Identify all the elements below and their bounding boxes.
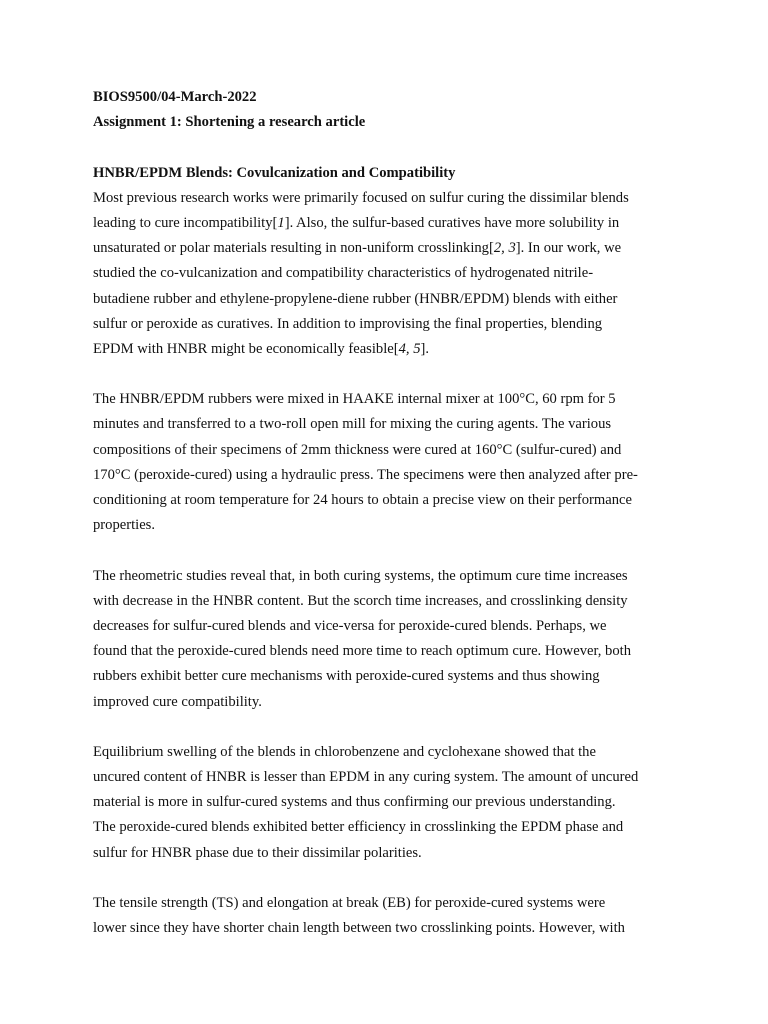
citation-ref: 2, 3 bbox=[493, 240, 516, 257]
spacer bbox=[93, 866, 673, 891]
paragraph-line: sulfur or peroxide as curatives. In addition to improvising the final properties, blending bbox=[93, 315, 603, 332]
paragraph-3 bbox=[93, 564, 673, 715]
paragraph-line: The tensile strength (TS) and elongation at break (EB) for peroxide-cured systems were bbox=[93, 895, 606, 911]
text-run: ]. Also, the sulfur-based curatives have more solubility in bbox=[284, 214, 620, 231]
article-title: HNBR/EPDM Blends: Covulcanization and Compatibility bbox=[93, 164, 456, 181]
paragraph-line: conditioning at room temperature for 24 hours to obtain a precise view on their performance bbox=[93, 492, 632, 508]
text-run: ]. bbox=[420, 340, 430, 357]
course-date-heading: BIOS9500/04-March-2022 bbox=[93, 89, 257, 105]
citation-ref: 4, 5 bbox=[398, 340, 421, 357]
assignment-heading: Assignment 1: Shortening a research article bbox=[93, 114, 366, 131]
paragraph-line: improved cure compatibility. bbox=[93, 693, 262, 710]
paragraph-line: decreases for sulfur-cured blends and vice-versa for peroxide-cured blends. Perhaps, we bbox=[93, 617, 607, 634]
paragraph-line: The HNBR/EPDM rubbers were mixed in HAAKE internal mixer at 100°C, 60 rpm for 5 bbox=[93, 391, 616, 408]
paragraph-line: lower since they have shorter chain length between two crosslinking points. However, with bbox=[93, 920, 625, 937]
paragraph-1 bbox=[93, 186, 673, 362]
paragraph-5 bbox=[93, 891, 673, 941]
paragraph-line: 170°C (peroxide-cured) using a hydraulic press. The specimens were then analyzed after pre- bbox=[93, 466, 638, 483]
spacer bbox=[93, 715, 673, 740]
paragraph-line: material is more in sulfur-cured systems and thus confirming our previous understanding. bbox=[93, 794, 616, 811]
spacer bbox=[93, 362, 673, 387]
document-page bbox=[93, 85, 673, 941]
paragraph-line: compositions of their specimens of 2mm thickness were cured at 160°C (sulfur-cured) and bbox=[93, 441, 622, 458]
paragraph-2 bbox=[93, 387, 673, 538]
paragraph-line: minutes and transferred to a two-roll open mill for mixing the curing agents. The various bbox=[93, 416, 612, 433]
text-run: unsaturated or polar materials resulting in non-uniform crosslinking[ bbox=[93, 240, 494, 257]
paragraph-line bbox=[93, 337, 673, 362]
spacer bbox=[93, 135, 673, 160]
paragraph-line bbox=[93, 236, 673, 261]
paragraph-line: uncured content of HNBR is lesser than EPDM in any curing system. The amount of uncured bbox=[93, 769, 639, 786]
paragraph-line: The peroxide-cured blends exhibited better efficiency in crosslinking the EPDM phase and bbox=[93, 819, 624, 836]
paragraph-line: properties. bbox=[93, 517, 156, 534]
spacer bbox=[93, 538, 673, 563]
citation-ref: 1 bbox=[277, 214, 285, 231]
paragraph-line: studied the co-vulcanization and compatibility characteristics of hydrogenated nitrile- bbox=[93, 265, 594, 282]
paragraph-line: found that the peroxide-cured blends need more time to reach optimum cure. However, both bbox=[93, 643, 631, 660]
text-run: EPDM with HNBR might be economically feasible[ bbox=[93, 340, 399, 357]
paragraph-line: Equilibrium swelling of the blends in chlorobenzene and cyclohexane showed that the bbox=[93, 743, 596, 760]
paragraph-4 bbox=[93, 740, 673, 866]
text-run: ]. In our work, we bbox=[515, 240, 622, 257]
paragraph-line: rubbers exhibit better cure mechanisms with peroxide-cured systems and thus showing bbox=[93, 668, 600, 685]
paragraph-line: butadiene rubber and ethylene-propylene-diene rubber (HNBR/EPDM) blends with either bbox=[93, 290, 618, 307]
text-run: leading to cure incompatibility[ bbox=[93, 214, 278, 231]
paragraph-line: sulfur for HNBR phase due to their dissimilar polarities. bbox=[93, 844, 422, 861]
paragraph-line bbox=[93, 211, 673, 236]
paragraph-line: Most previous research works were primarily focused on sulfur curing the dissimilar blends bbox=[93, 189, 629, 206]
paragraph-line: The rheometric studies reveal that, in both curing systems, the optimum cure time increases bbox=[93, 567, 628, 584]
paragraph-line: with decrease in the HNBR content. But the scorch time increases, and crosslinking density bbox=[93, 592, 628, 609]
